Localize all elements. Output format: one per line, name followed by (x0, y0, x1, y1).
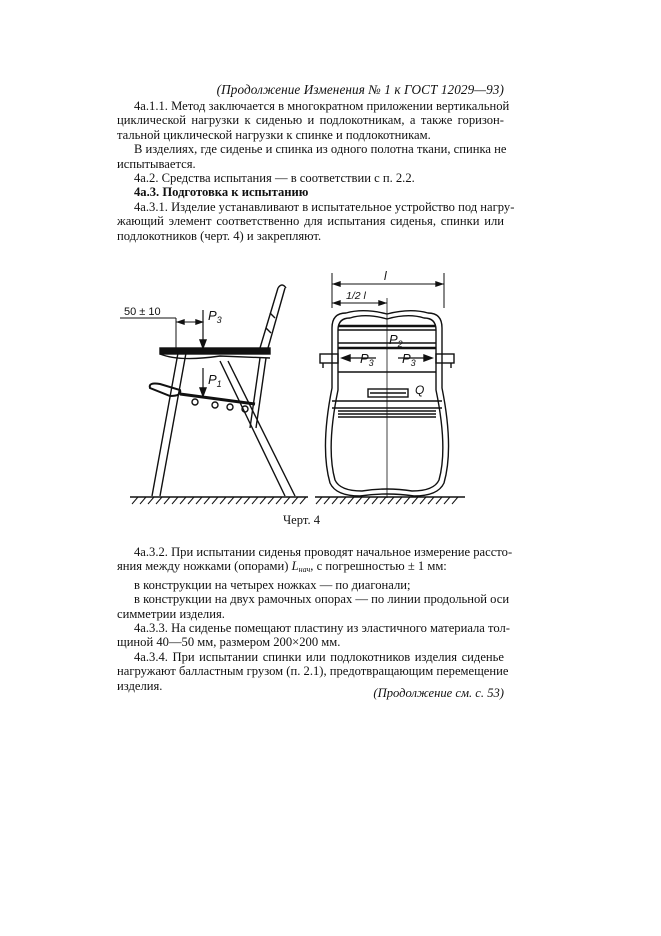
text-line: в конструкции на двух рамочных опорах — по линии продольной оси (134, 592, 510, 607)
text-line: щиной 40—50 мм, размером 200×200 мм. (117, 635, 341, 650)
text-line: яния между ножками (опорами) $L_{нач}$, с погрешностью ± 1 мм: (117, 559, 447, 575)
dimension-label-50: 50 ± 10 (124, 306, 161, 318)
dimension-label-l: l (384, 269, 387, 283)
text-line: тальной циклической нагрузки к спинке и подлокотникам. (117, 127, 431, 142)
text-line: 4а.1.1. Метод заключается в многократном приложении вертикальной (134, 99, 510, 113)
force-label-p3-right: $P_3$ (402, 351, 416, 368)
figure-chert-4 (120, 268, 520, 508)
force-label-p3-left: $P_3$ (360, 351, 374, 368)
force-label-p1: $P_1$ (208, 372, 222, 389)
force-label-p3-top: $P_3$ (208, 308, 222, 325)
text-line: 4а.3.4. При испытании спинки или подлокотников изделия сиденье (134, 649, 504, 664)
text-line: циклической нагрузки к сиденью и подлокотникам, а также горизон- (117, 113, 504, 128)
figure-caption: Черт. 4 (283, 513, 321, 527)
running-header: (Продолжение Изменения № 1 к ГОСТ 12029—93) (216, 82, 504, 97)
front-view-chair (315, 273, 465, 504)
continuation-footer: (Продолжение см. с. 53) (373, 686, 504, 700)
text-line: 4а.3.3. На сиденье помещают пластину из эластичного материала тол- (134, 621, 510, 636)
dimension-label-half-l: 1/2 l (346, 290, 366, 302)
text-line: 4а.3.1. Изделие устанавливают в испытательное устройство под нагру- (134, 199, 515, 214)
text-line: симметрии изделия. (117, 606, 225, 621)
text-line: в конструкции на четырех ножках — по диагонали; (134, 577, 411, 592)
text-line: испытывается. (117, 156, 196, 171)
text-line: нагружают балластным грузом (п. 2.1), предотвращающим перемещение (117, 664, 509, 679)
section-heading: 4а.3. Подготовка к испытанию (134, 185, 309, 200)
text-line: жающий элемент соответственно для испытания сиденья, спинки или (117, 214, 504, 229)
text-line: изделия. (117, 678, 163, 693)
text-line: 4а.2. Средства испытания — в соответствии с п. 2.2. (134, 171, 415, 186)
weight-label-q: Q (415, 383, 425, 397)
section-preparation-text (117, 545, 513, 693)
force-label-p2: $P_2$ (389, 332, 403, 349)
front-view-labels (346, 269, 424, 397)
text-line: В изделиях, где сиденье и спинка из одного полотна ткани, спинка не (134, 142, 507, 157)
section-method-text (117, 99, 515, 243)
text-line: подлокотников (черт. 4) и закрепляют. (117, 228, 322, 243)
text-line: 4а.3.2. При испытании сиденья проводят начальное измерение рассто- (134, 545, 513, 559)
